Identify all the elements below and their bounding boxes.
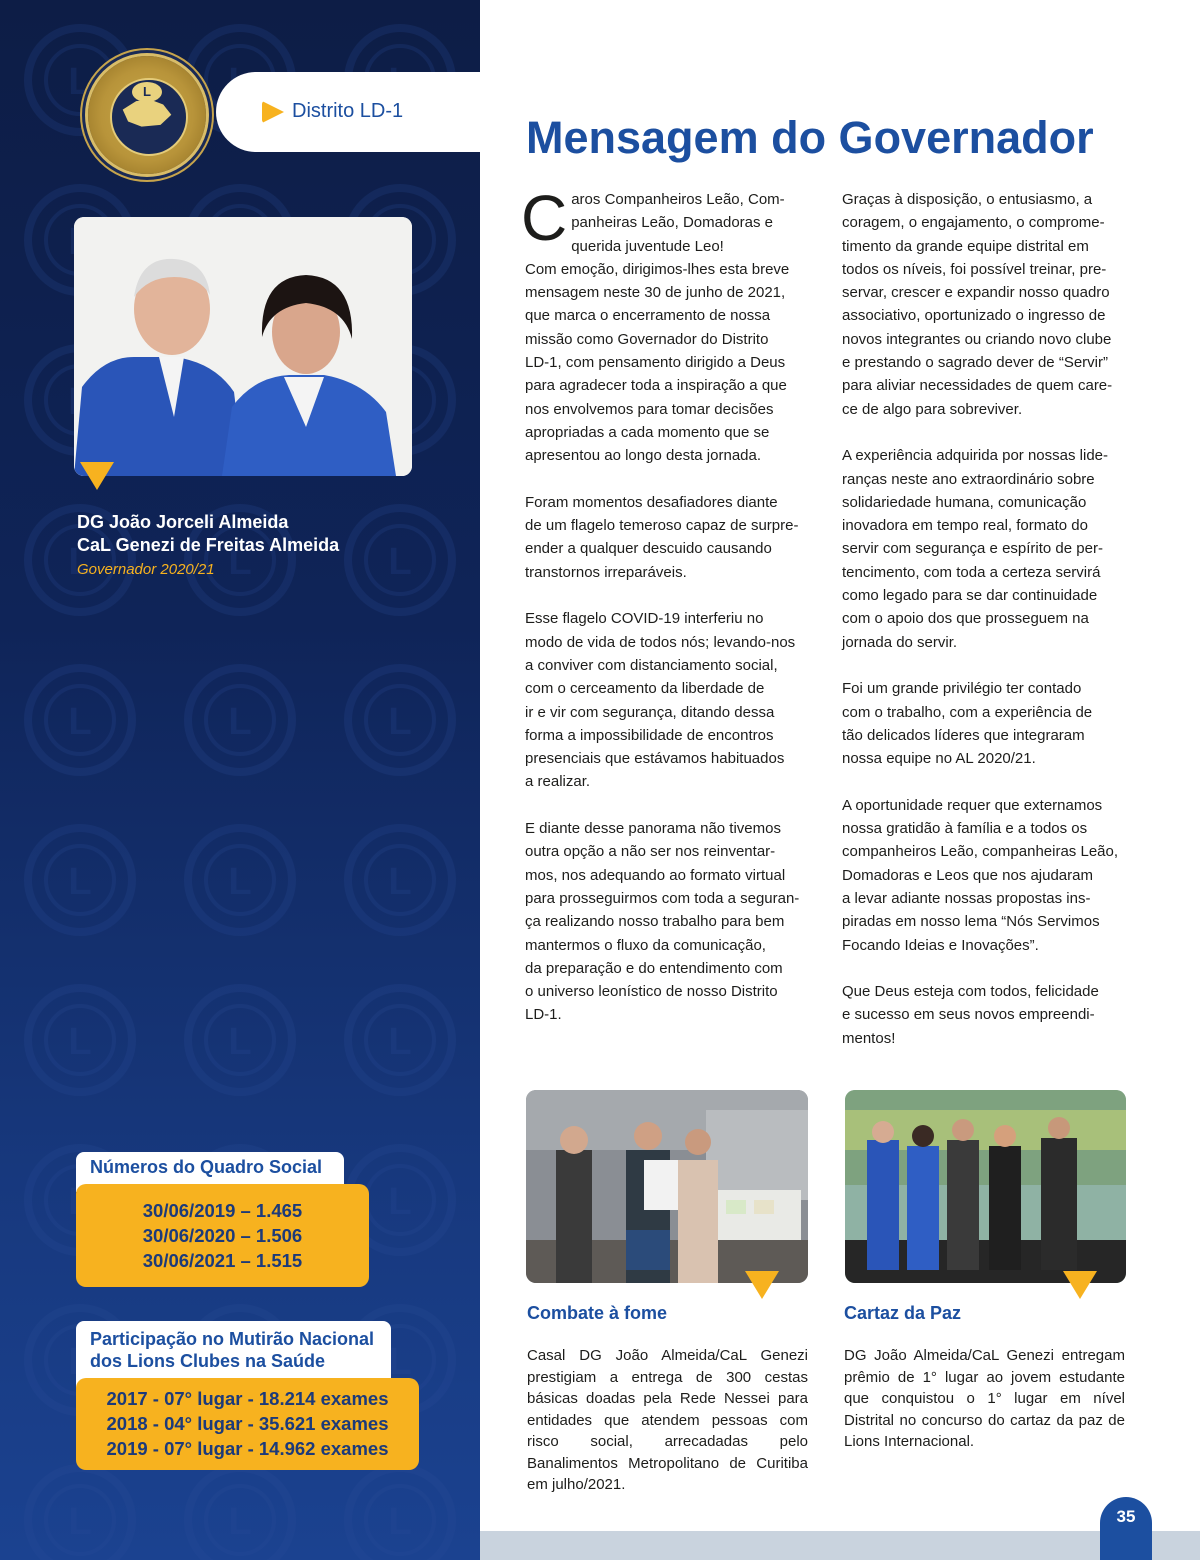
text-line: com o cerceamento da liberdade de [525, 680, 765, 698]
article-paragraph [842, 794, 1142, 957]
text-line: Focando Ideias e Inovações”. [842, 936, 1039, 954]
down-triangle-marker [80, 462, 114, 490]
text-line: a levar adiante nossas propostas ins- [842, 889, 1091, 907]
mutirao-line: 2017 - 07° lugar - 18.214 exames [106, 1388, 389, 1409]
text-line: nos envolvemos para tomar decisões [525, 400, 774, 418]
text-line: Que Deus esteja com todos, felicidade [842, 983, 1099, 1001]
article-paragraph [521, 182, 825, 468]
text-line: coragem, o engajamento, o comprome- [842, 214, 1105, 232]
quadro-social-line: 30/06/2020 – 1.506 [142, 1225, 303, 1246]
text-line: nossa gratidão à família e a todos os [842, 820, 1088, 838]
text-line: apresentou ao longo desta jornada. [525, 447, 762, 465]
text-line: com o apoio dos que prosseguem na [842, 610, 1089, 628]
mutirao-label-line: Participação no Mutirão Nacional [90, 1329, 375, 1349]
down-triangle-marker [1063, 1271, 1097, 1299]
text-line: timento da grande equipe distrital em [842, 237, 1089, 255]
article-paragraph [842, 444, 1142, 654]
governor-portrait-photo [74, 217, 412, 476]
text-line: que marca o encerramento de nossa [525, 307, 771, 325]
text-line: mentos! [842, 1029, 896, 1047]
article-paragraph [525, 817, 825, 1027]
text-line: associativo, oportunizado o ingresso de [842, 307, 1106, 325]
text-line: o universo leonístico de nosso Distrito [525, 983, 778, 1001]
sidebar [0, 0, 480, 1560]
text-line: apropriadas a cada momento que se [525, 423, 770, 441]
text-line: tencimento, com toda a certeza servirá [842, 563, 1101, 581]
text-line: tão delicados líderes que integraram [842, 726, 1085, 744]
text-line: mantermos o fluxo da comunicação, [525, 936, 766, 954]
article-column-1 [521, 182, 825, 1050]
text-line: solidariedade humana, comunicação [842, 493, 1087, 511]
text-line: LD-1. [525, 1006, 562, 1024]
lead-line: panheiras Leão, Domadoras e [571, 214, 774, 232]
lions-seal-logo [88, 56, 206, 174]
text-line: da preparação e do entendimento com [525, 959, 783, 977]
mutirao-line: 2019 - 07° lugar - 14.962 exames [106, 1438, 389, 1459]
text-line: servir com segurança e espírito de per- [842, 540, 1103, 558]
text-line: mos, nos adequando ao formato virtual [525, 866, 786, 884]
governor-role: Governador 2020/21 [77, 561, 215, 578]
district-tab-label: Distrito LD-1 [292, 100, 404, 122]
text-line: Foi um grande privilégio ter contado [842, 680, 1082, 698]
text-line: para agradecer toda a inspiração a que [525, 377, 787, 395]
text-line: ender a qualquer descuido causando [525, 540, 772, 558]
governor-name-1: DG João Jorceli Almeida [77, 512, 289, 532]
governor-names [77, 511, 339, 557]
text-line: mensagem neste 30 de junho de 2021, [525, 284, 786, 302]
food-donation-illustration [526, 1090, 808, 1283]
text-line: jornada do servir. [842, 633, 958, 651]
text-line: a realizar. [525, 773, 591, 791]
text-line: Graças à disposição, o entusiasmo, a [842, 191, 1093, 208]
text-line: ce de algo para sobreviver. [842, 400, 1023, 418]
text-line: presenciais que estávamos habituados [525, 750, 785, 768]
text-line: Esse flagelo COVID-19 interferiu no [525, 610, 764, 628]
text-line: E diante desse panorama não tivemos [525, 820, 781, 838]
down-triangle-marker [745, 1271, 779, 1299]
text-line: a conviver com distanciamento social, [525, 656, 778, 674]
text-line: servar, crescer e expandir nosso quadro [842, 284, 1110, 302]
text-line: ça realizando nosso trabalho para bem [525, 913, 785, 931]
quadro-social-label-text: Números do Quadro Social [90, 1157, 323, 1177]
text-line: ranças neste ano extraordinário sobre [842, 470, 1095, 488]
text-line: todos os níveis, foi possível treinar, pre- [842, 260, 1107, 278]
text-line: com o trabalho, com a experiência de [842, 703, 1093, 721]
cartaz-paz-photo [845, 1090, 1126, 1283]
combate-fome-text: Casal DG João Almeida/CaL Genezi prestigiam a entrega de 300 cestas básicas doadas pela Rede Nessei para entidades que atendem pessoas com risco social, arrecadadas pelo Banalimentos Metropolitano de Curitiba em julho/2021. [527, 1347, 808, 1493]
text-line: e sucesso em seus novos empreendi- [842, 1006, 1095, 1024]
text-line: de um flagelo temeroso capaz de surpre- [525, 517, 799, 535]
article-column-2 [842, 188, 1142, 1073]
text-line: nossa equipe no AL 2020/21. [842, 750, 1036, 768]
quadro-social-line: 30/06/2021 – 1.515 [142, 1250, 303, 1271]
combate-fome-title: Combate à fome [527, 1303, 668, 1323]
text-line: companheiros Leão, companheiras Leão, [842, 843, 1119, 861]
article-paragraph [525, 607, 825, 793]
play-icon [262, 101, 284, 123]
article-title: Mensagem do Governador [526, 112, 1094, 163]
text-line: ir e vir com segurança, ditando dessa [525, 703, 775, 721]
text-line: Domadoras e Leos que nos ajudaram [842, 866, 1093, 884]
mutirao-line: 2018 - 04° lugar - 35.621 exames [106, 1413, 389, 1434]
text-line: outra opção a não ser nos reinventar- [525, 843, 776, 861]
mutirao-box [76, 1378, 419, 1470]
footer-bar [480, 1531, 1200, 1560]
article-paragraph [842, 188, 1142, 421]
lions-emblem-icon: L [132, 82, 162, 102]
text-line: Foram momentos desafiadores diante [525, 493, 778, 511]
text-line: LD-1, com pensamento dirigido a Deus [525, 354, 786, 372]
text-line: forma a impossibilidade de encontros [525, 726, 774, 744]
quadro-social-box [76, 1184, 369, 1287]
cartaz-paz-title: Cartaz da Paz [844, 1303, 962, 1323]
lead-line: aros Companheiros Leão, Com- [571, 191, 785, 208]
drop-cap: C [521, 182, 568, 254]
text-line: Com emoção, dirigimos-lhes esta breve [525, 260, 790, 278]
page-number: 35 [1100, 1497, 1152, 1560]
text-line: para aliviar necessidades de quem care- [842, 377, 1113, 395]
text-line: e prestando o sagrado dever de “Servir” [842, 354, 1108, 372]
text-line: para prosseguirmos com toda a seguran- [525, 889, 800, 907]
text-line: missão como Governador do Distrito [525, 330, 769, 348]
lead-line: querida juventude Leo! [571, 237, 724, 255]
district-tab [216, 72, 480, 152]
text-line: piradas em nosso lema “Nós Servimos [842, 913, 1100, 931]
article-paragraph [525, 491, 825, 584]
quadro-social-line: 30/06/2019 – 1.465 [142, 1200, 303, 1221]
mutirao-label-line: dos Lions Clubes na Saúde [90, 1351, 326, 1371]
governor-name-2: CaL Genezi de Freitas Almeida [77, 535, 340, 555]
article-paragraph [842, 677, 1142, 770]
portrait-illustration [74, 217, 412, 476]
article-paragraph [842, 980, 1142, 1050]
peace-poster-illustration [845, 1090, 1126, 1283]
text-line: inovadora em tempo real, formato do [842, 517, 1088, 535]
text-line: novos integrantes ou criando novo clube [842, 330, 1112, 348]
combate-fome-photo [526, 1090, 808, 1283]
cartaz-paz-text: DG João Almeida/CaL Genezi entregam prêmio de 1° lugar ao jovem estudante que conquistou o 1° lugar em nível Distrital no concurso do cartaz da paz de Lions Internacional. [844, 1347, 1125, 1450]
text-line: modo de vida de todos nós; levando-nos [525, 633, 796, 651]
text-line: A experiência adquirida por nossas lide- [842, 447, 1108, 465]
text-line: como legado para se dar continuidade [842, 587, 1098, 605]
text-line: A oportunidade requer que externamos [842, 796, 1103, 814]
text-line: transtornos irreparáveis. [525, 563, 687, 581]
